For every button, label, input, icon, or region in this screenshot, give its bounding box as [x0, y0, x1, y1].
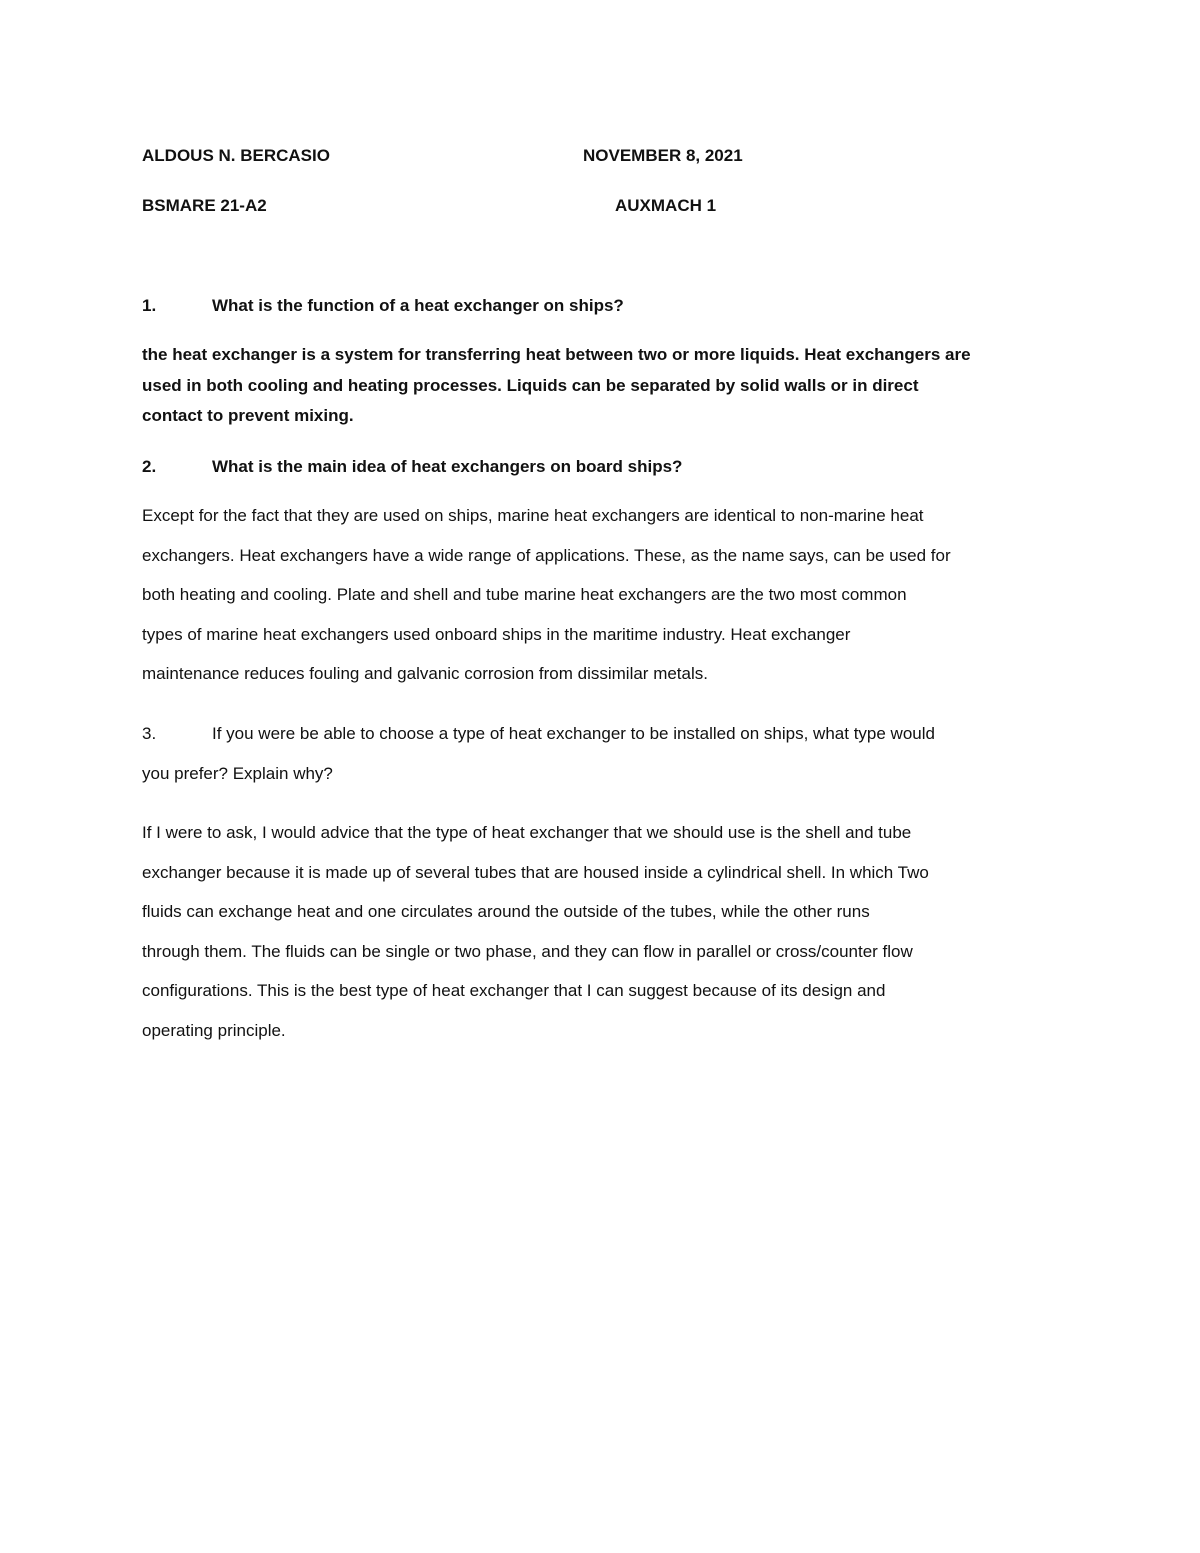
question-line: If you were be able to choose a type of heat exchanger to be installed on ships, what type would [212, 724, 935, 743]
question-line: you prefer? Explain why? [142, 764, 333, 783]
question-number: 3. [142, 724, 157, 743]
answer-line: the heat exchanger is a system for transferring heat between two or more liquids. Heat exchangers are [142, 345, 971, 364]
subject-code: AUXMACH 1 [615, 196, 717, 215]
answer-line: types of marine heat exchangers used onboard ships in the maritime industry. Heat exchanger [142, 624, 851, 644]
answer-line: Except for the fact that they are used on ships, marine heat exchangers are identical to non-marine heat [142, 506, 924, 525]
question-text: What is the main idea of heat exchangers on board ships? [212, 457, 683, 476]
answer-line: fluids can exchange heat and one circulates around the outside of the tubes, while the other runs [142, 902, 870, 922]
question-text: What is the function of a heat exchanger on ships? [212, 296, 624, 315]
answer-line: maintenance reduces fouling and galvanic corrosion from dissimilar metals. [142, 664, 708, 684]
answer-paragraph [142, 340, 1072, 432]
question-text [212, 714, 1082, 754]
answer-line: configurations. This is the best type of heat exchanger that I can suggest because of its design and [142, 981, 886, 1001]
student-name: ALDOUS N. BERCASIO [142, 146, 330, 165]
answer-line: exchanger because it is made up of several tubes that are housed inside a cylindrical shell. In which Two [142, 862, 929, 882]
answer-line: contact to prevent mixing. [142, 406, 354, 425]
answer-line: operating principle. [142, 1020, 286, 1040]
answer-line: through them. The fluids can be single or two phase, and they can flow in parallel or cross/counter flow [142, 941, 913, 961]
answer-line: used in both cooling and heating processes. Liquids can be separated by solid walls or in direct [142, 375, 919, 395]
answer-line: If I were to ask, I would advice that the type of heat exchanger that we should use is the shell and tube [142, 823, 912, 842]
submission-date: NOVEMBER 8, 2021 [583, 146, 743, 165]
question-text-continued [142, 754, 1072, 794]
answer-paragraph [142, 813, 1072, 1051]
student-section: BSMARE 21-A2 [142, 196, 267, 215]
question-number: 1. [142, 296, 157, 315]
answer-paragraph [142, 496, 1072, 694]
answer-line: both heating and cooling. Plate and shell and tube marine heat exchangers are the two most common [142, 585, 907, 605]
answer-line: exchangers. Heat exchangers have a wide range of applications. These, as the name says, can be used for [142, 545, 951, 565]
question-number: 2. [142, 457, 157, 476]
